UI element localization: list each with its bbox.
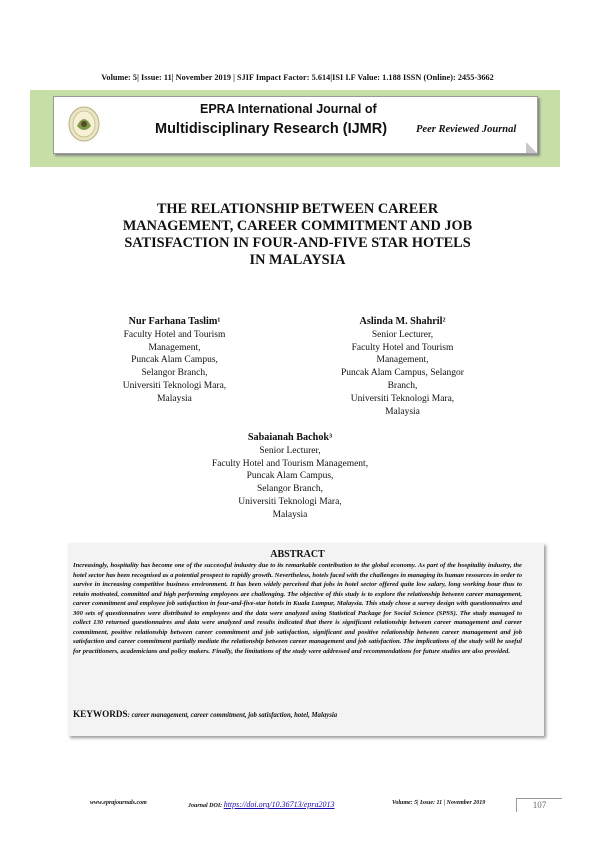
footer-doi-label: Journal DOI: [188, 803, 223, 809]
title-line: SATISFACTION IN FOUR-AND-FIVE STAR HOTELS [124, 235, 471, 251]
affiliation-line: Selangor Branch, [141, 368, 208, 379]
title-line: THE RELATIONSHIP BETWEEN CAREER [156, 201, 439, 217]
affiliation-line: Puncak Alam Campus, [131, 355, 218, 366]
author-name: Sabaianah Bachok³ [247, 432, 333, 443]
affiliation-line: Universiti Teknologi Mara, [350, 393, 455, 404]
author-name: Aslinda M. Shahril² [359, 316, 446, 327]
page-number: 107 [516, 798, 562, 812]
affiliation-line: Management, [148, 342, 201, 353]
affiliation-line: Universiti Teknologi Mara, [122, 380, 227, 391]
affiliation-line: Faculty Hotel and Tourism [351, 342, 454, 353]
author-block-1 [92, 316, 257, 406]
affiliation-line: Malaysia [385, 406, 420, 417]
page-fold-decoration [526, 142, 537, 153]
epra-logo-icon [68, 104, 100, 142]
abstract-heading: ABSTRACT [270, 549, 325, 560]
affiliation-line: Universiti Teknologi Mara, [238, 496, 342, 507]
affiliation-line: Malaysia [272, 509, 308, 520]
keywords-text: : career management, career commitment, job satisfaction, hotel, Malaysia [127, 712, 338, 719]
keywords-line [73, 709, 533, 719]
affiliation-line: Puncak Alam Campus, [246, 471, 334, 482]
author-block-2 [320, 316, 485, 418]
author-name: Nur Farhana Taslim¹ [128, 316, 221, 327]
affiliation-line: Selangor Branch, [257, 484, 323, 495]
journal-name-line1: EPRA International Journal of [200, 102, 377, 116]
title-line: MANAGEMENT, CAREER COMMITMENT AND JOB [122, 218, 473, 234]
affiliation-line: Malaysia [157, 393, 192, 404]
footer-issue: Volume: 5| Issue: 11 | November 2019 [392, 800, 486, 806]
journal-header-line: Volume: 5| Issue: 11| November 2019 | SJIF Impact Factor: 5.614|ISI I.F Value: 1.188 ISSN (Online): 2455-3662 [101, 73, 494, 82]
title-line: IN MALAYSIA [249, 252, 346, 268]
journal-tagline: Peer Reviewed Journal [416, 124, 517, 135]
affiliation-line: Senior Lecturer, [259, 445, 321, 456]
affiliation-line: Management, [376, 355, 429, 366]
affiliation-line: Puncak Alam Campus, Selangor [341, 368, 464, 379]
affiliation-line: Branch, [387, 380, 418, 391]
keywords-label: KEYWORDS [73, 709, 128, 719]
affiliation-line: Faculty Hotel and Tourism [123, 329, 226, 340]
paper-title [60, 201, 535, 269]
author-block-3 [180, 432, 400, 522]
doi-link[interactable]: https://doi.org/10.36713/epra2013 [223, 800, 335, 809]
journal-name-line2: Multidisciplinary Research (IJMR) [155, 121, 388, 137]
affiliation-line: Senior Lecturer, [371, 329, 434, 340]
footer-doi [188, 800, 335, 809]
abstract-text: Increasingly, hospitality has become one of the successful industry due to its remarkable contribution to the global economy. As part of the hospitality industry, the hotel sector has been recognised as a potential prospect to rapidly growth. Nevertheless, hotels faced with the challenges in managing its human resources in order to survive in increasing competitive business environment. It has been widely perceived that jobs in hotel sector offered quite low salary, long working hour thus to retain motivated, committed and high performing employees are challenging. The objective of this study is to explore the relationship between career management, career commitment and employee job satisfaction in four-and-five-star hotels in Kuala Lumpur, Malaysia. This study chose a survey design with questionnaires and 300 sets of questionnaires were distributed to employees and the data were analyzed using Statistical Package for Social Science (SPSS). The study managed to collect 130 returned questionnaires and data were analyzed and results indicated that there is significant relationship between career management and career commitment, positive relationship between career commitment and job satisfaction, significant and positive relationship between career management and job satisfaction and career commitment partially mediate the relationship between career management and job satisfaction. The implications of the study will be useful for practitioners, academicians and policy makers. Finally, the limitations of the study were addressed and recommendations for future studies are also provided. [73, 562, 522, 655]
affiliation-line: Faculty Hotel and Tourism Management, [211, 458, 369, 469]
footer-site: www.eprajournals.com [90, 800, 147, 806]
